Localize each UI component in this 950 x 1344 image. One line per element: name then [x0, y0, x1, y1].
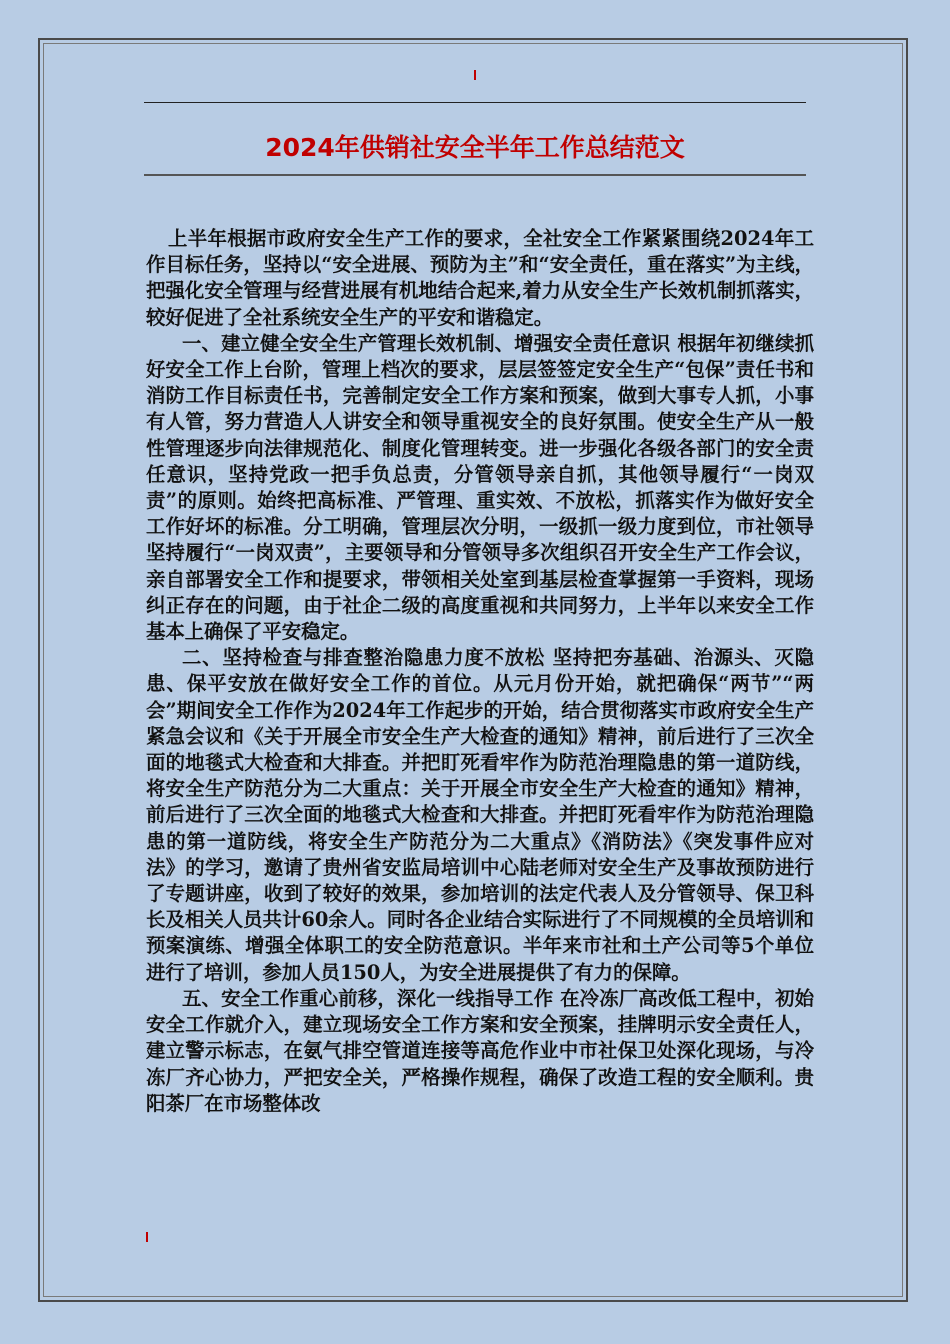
title-underline — [144, 174, 806, 176]
header-marker — [474, 70, 476, 80]
paragraph-section-1: 一、建立健全安全生产管理长效机制、增强安全责任意识 根据年初继续抓好安全工作上台阶，管理上档次的要求，层层签签定安全生产“包保”责任书和消防工作目标责任书，完善制定安全工作方案和预案，做到大事专人抓，小事有人管，努力营造人人讲安全和领导重视安全的良好氛围。使安全生产从一般性管理逐步向法律规范化、制度化管理转变。进一步强化各级各部门的安全责任意识，坚持党政一把手负总责，分管领导亲自抓，其他领导履行“一岗双责”的原则。始终把高标准、严管理、重实效、不放松，抓落实作为做好安全工作好坏的标准。分工明确，管理层次分明，一级抓一级力度到位，市社领导坚持履行“一岗双责”，主要领导和分管领导多次组织召开安全生产工作会议，亲自部署安全工作和提要求，带领相关处室到基层检查掌握第一手资料，现场纠正存在的问题，由于社企二级的高度重视和共同努力，上半年以来安全工作基本上确保了平安稳定。 — [146, 331, 814, 644]
footer-marker — [146, 1232, 148, 1242]
document-body — [146, 226, 814, 1117]
paragraph-section-2: 二、坚持检查与排查整治隐患力度不放松 坚持把夯基础、治源头、灭隐患、保平安放在做好安全工作的首位。从元月份开始，就把确保“两节”“两会”期间安全工作作为2024年工作起步的开始，结合贯彻落实市政府安全生产紧急会议和《关于开展全市安全生产大检查的通知》精神，前后进行了三次全面的地毯式大检查和大排查。并把盯死看牢作为防范治理隐患的第一道防线，将安全生产防范分为二大重点：关于开展全市安全生产大检查的通知》精神，前后进行了三次全面的地毯式大检查和大排查。并把盯死看牢作为防范治理隐患的第一道防线，将安全生产防范分为二大重点》《消防法》《突发事件应对法》的学习，邀请了贵州省安监局培训中心陆老师对安全生产及事故预防进行了专题讲座，收到了较好的效果，参加培训的法定代表人及分管领导、保卫科长及相关人员共计60余人。同时各企业结合实际进行了不同规模的全员培训和预案演练、增强全体职工的安全防范意识。半年来市社和土产公司等5个单位进行了培训，参加人员150人，为安全进展提供了有力的保障。 — [146, 646, 814, 984]
header-rule — [144, 102, 806, 103]
document-title: 2024年供销社安全半年工作总结范文 — [265, 133, 685, 162]
paragraph-intro: 上半年根据市政府安全生产工作的要求，全社安全工作紧紧围绕2024年工作目标任务，坚持以“安全进展、预防为主”和“安全责任，重在落实”为主线，把强化安全管理与经营进展有机地结合起来,着力从安全生产长效机制抓落实，较好促进了全社系统安全生产的平安和谐稳定。 — [146, 227, 814, 329]
paragraph-section-5: 五、安全工作重心前移，深化一线指导工作 在冷冻厂高改低工程中，初始安全工作就介入，建立现场安全工作方案和安全预案，挂牌明示安全责任人，建立警示标志，在氨气排空管道连接等高危作业中市社保卫处深化现场，与冷冻厂齐心协力，严把安全关，严格操作规程，确保了改造工程的安全顺利。贵阳茶厂在市场整体改 — [146, 986, 814, 1115]
